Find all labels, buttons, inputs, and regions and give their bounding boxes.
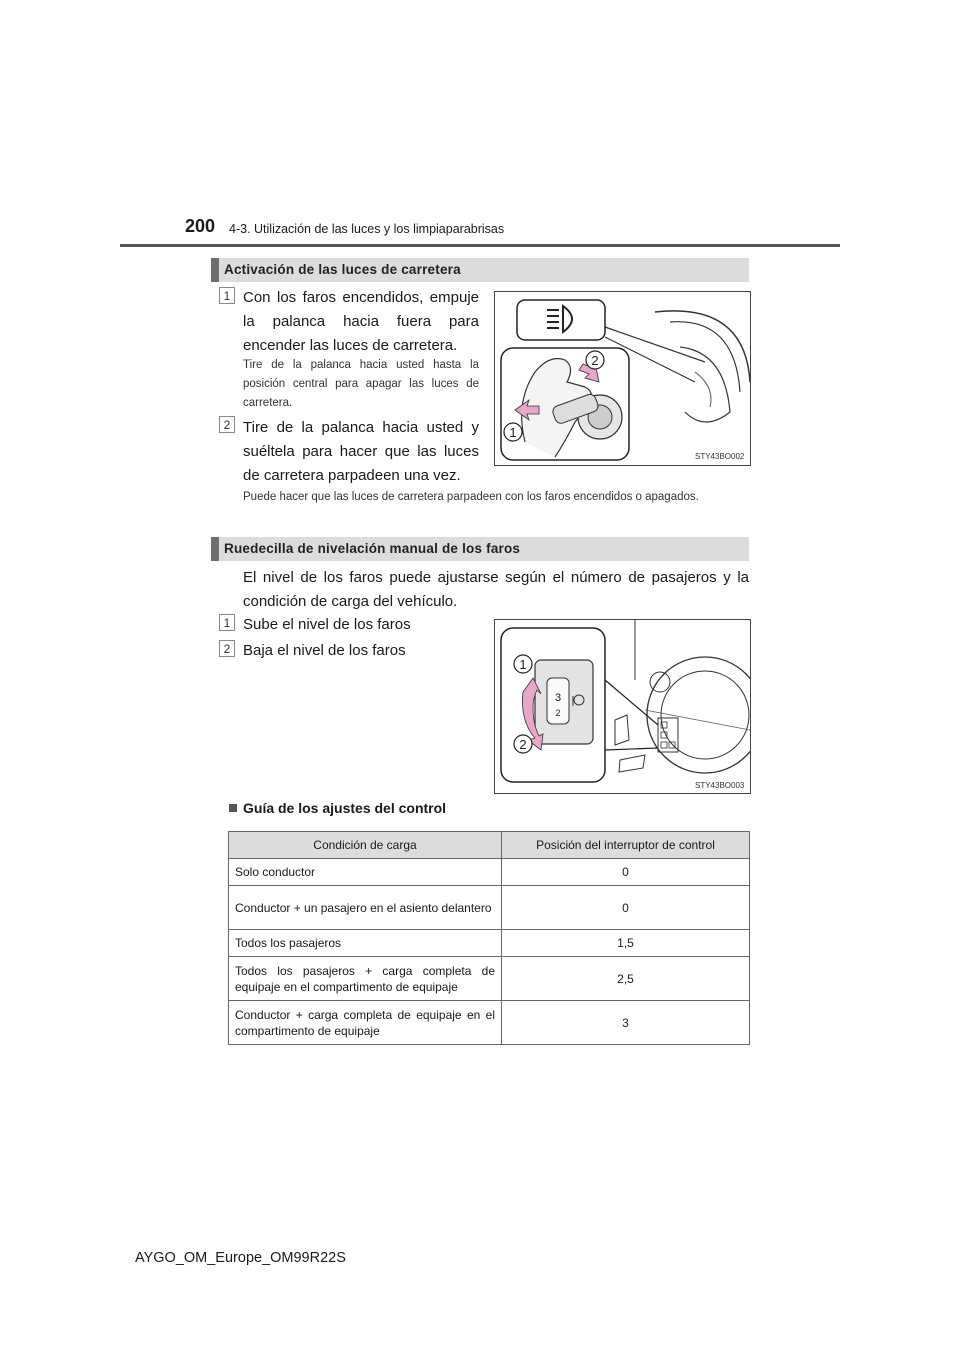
- step-number-2-icon: [219, 416, 235, 433]
- table-cell: 1,5: [502, 930, 750, 957]
- item-number-1-icon: [219, 614, 235, 631]
- item2-text: Baja el nivel de los faros: [243, 642, 406, 659]
- item-number-2-icon: [219, 640, 235, 657]
- table-cell: Todos los pasajeros: [229, 930, 502, 957]
- step1-note: Tire de la palanca hacia usted hasta la posición central para apagar las luces de carretera.: [243, 359, 479, 409]
- table-cell: 3: [502, 1001, 750, 1045]
- svg-text:2: 2: [223, 418, 231, 432]
- column-header: Posición del interruptor de control: [502, 832, 750, 859]
- table-header-row: [229, 832, 750, 859]
- control-settings-table: [228, 831, 750, 1045]
- table-cell: 0: [502, 886, 750, 930]
- step-number-1-icon: [219, 287, 235, 304]
- svg-text:3: 3: [554, 692, 562, 704]
- leveling-dial-figure: [494, 619, 751, 794]
- svg-text:1: 1: [223, 616, 231, 630]
- item1-text: Sube el nivel de los faros: [243, 616, 411, 633]
- table-row: [229, 957, 750, 1001]
- svg-text:2: 2: [591, 353, 599, 368]
- table-cell: 2,5: [502, 957, 750, 1001]
- table-row: [229, 886, 750, 930]
- table-cell: Conductor + carga completa de equipaje en el compartimento de equipaje: [229, 1001, 502, 1045]
- leveling-intro: El nivel de los faros puede ajustarse según el número de pasajeros y la condición de carga del vehículo.: [243, 569, 749, 610]
- footer-doc-id: AYGO_OM_Europe_OM99R22S: [135, 1250, 346, 1266]
- svg-text:2: 2: [555, 708, 561, 718]
- table-cell: Solo conductor: [229, 859, 502, 886]
- table-cell: Todos los pasajeros + carga completa de equipaje en el compartimento de equipaje: [229, 957, 502, 1001]
- table-cell: 0: [502, 859, 750, 886]
- bullet-square-icon: [229, 804, 237, 812]
- page-number: 200: [185, 216, 216, 236]
- table-cell: Conductor + un pasajero en el asiento delantero: [229, 886, 502, 930]
- header-rule: [120, 244, 840, 247]
- table-row: [229, 930, 750, 957]
- svg-text:STY43BO002: STY43BO002: [695, 452, 745, 461]
- section-heading-leveling: [211, 537, 749, 561]
- section-heading-high-beam: [211, 258, 749, 282]
- svg-text:1: 1: [519, 657, 527, 672]
- svg-text:1: 1: [509, 425, 517, 440]
- guide-title: Guía de los ajustes del control: [243, 800, 447, 816]
- table-row: [229, 1001, 750, 1045]
- svg-text:2: 2: [223, 642, 231, 656]
- svg-text:2: 2: [519, 737, 527, 752]
- dial-illustration: [495, 620, 750, 793]
- table-row: [229, 859, 750, 886]
- step1-text: Con los faros encendidos, empuje la palanca hacia fuera para encender las luces de carretera.: [243, 289, 479, 354]
- column-header: Condición de carga: [229, 832, 502, 859]
- section-heading-text: Ruedecilla de nivelación manual de los faros: [224, 541, 521, 556]
- svg-text:STY43BO003: STY43BO003: [695, 781, 745, 790]
- chapter-title: 4-3. Utilización de las luces y los limpiaparabrisas: [229, 222, 505, 236]
- lever-illustration: [495, 292, 750, 465]
- svg-text:1: 1: [223, 289, 231, 303]
- section-heading-text: Activación de las luces de carretera: [224, 262, 461, 277]
- high-beam-note: Puede hacer que las luces de carretera parpadeen con los faros encendidos o apagados.: [243, 491, 699, 503]
- high-beam-lever-figure: [494, 291, 751, 466]
- step2-text: Tire de la palanca hacia usted y suéltela para hacer que las luces de carretera parpadeen una vez.: [243, 419, 479, 484]
